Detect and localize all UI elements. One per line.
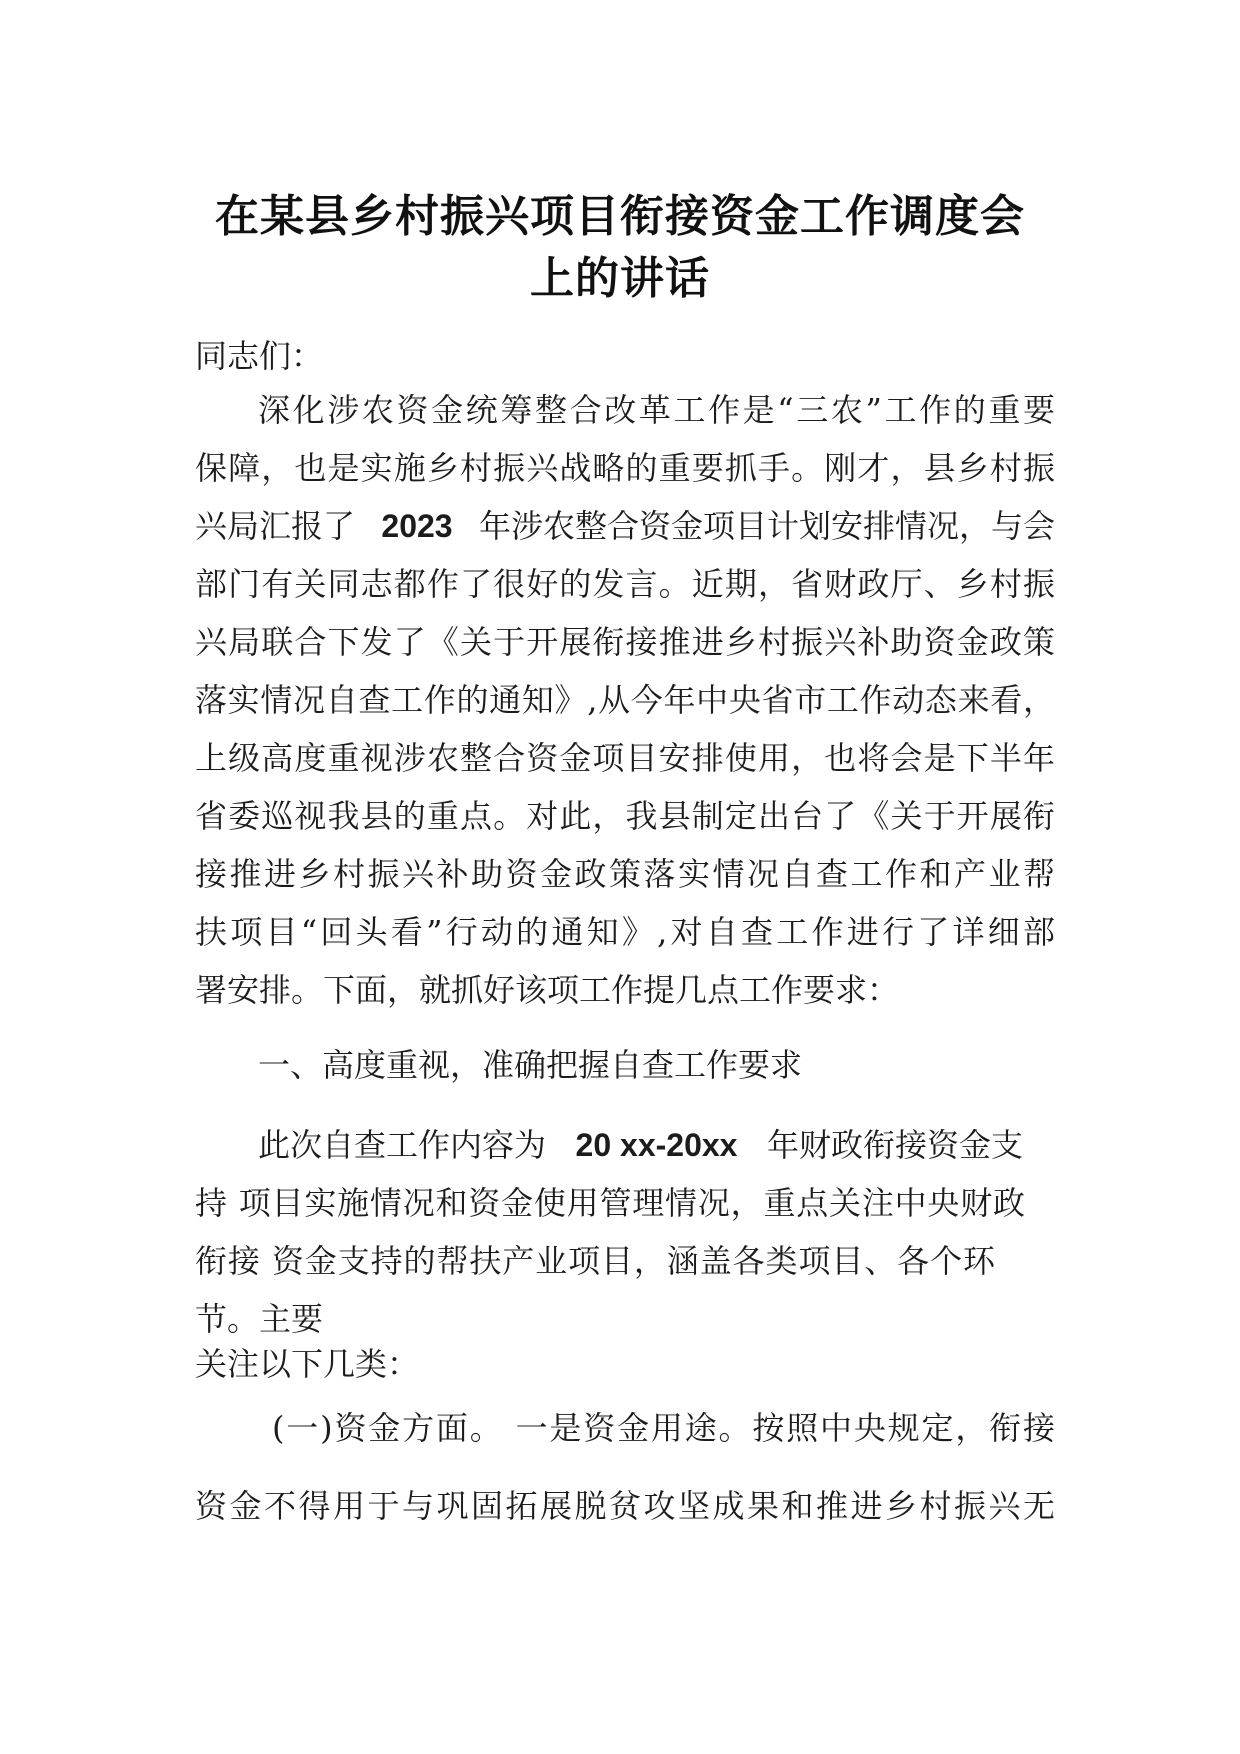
paragraph2-line5: 关注以下几类： [195, 1345, 420, 1383]
document-title-line1: 在某县乡村振兴项目衔接资金工作调度会 [215, 191, 1025, 242]
paragraph1-line3-after: 年涉农整合资金项目计划安排情况，与会 [478, 507, 1055, 545]
paragraph1-line3 [195, 506, 1055, 546]
paragraph1-line7: 上级高度重视涉农整合资金项目安排使用，也将会是下半年 [195, 739, 1055, 777]
paragraph2-line4: 节。主要 [195, 1300, 324, 1338]
paragraph1-line4: 部门有关同志都作了很好的发言。近期，省财政厅、乡村振 [195, 565, 1055, 603]
paragraph1-line3-before: 兴局汇报了 [195, 507, 356, 545]
paragraph2-line1-after: 年财政衔接资金支 [766, 1126, 1023, 1164]
salutation: 同志们： [195, 337, 324, 375]
paragraph1-line9: 接推进乡村振兴补助资金政策落实情况自查工作和产业帮 [195, 855, 1055, 893]
paragraph1-line1: 深化涉农资金统筹整合改革工作是“三农”工作的重要 [258, 391, 1055, 429]
paragraph3-line1: (一)资金方面。 一是资金用途。按照中央规定，衔接 [272, 1409, 1055, 1447]
paragraph2-line2: 持 项目实施情况和资金使用管理情况，重点关注中央财政 [195, 1184, 1025, 1222]
paragraph3-line2: 资金不得用于与巩固拓展脱贫攻坚成果和推进乡村振兴无 [195, 1487, 1055, 1525]
document-title-line2: 上的讲话 [530, 253, 710, 304]
paragraph1-line8: 省委巡视我县的重点。对此，我县制定出台了《关于开展衔 [195, 797, 1055, 835]
paragraph1-line2: 保障，也是实施乡村振兴战略的重要抓手。刚才，县乡村振 [195, 449, 1055, 487]
paragraph2-line1 [258, 1125, 1023, 1165]
paragraph1-line5: 兴局联合下发了《关于开展衔接推进乡村振兴补助资金政策 [195, 623, 1055, 661]
paragraph1-line11: 署安排。下面，就抓好该项工作提几点工作要求： [195, 971, 900, 1009]
paragraph2-line3: 衔接 资金支持的帮扶产业项目，涵盖各类项目、各个环 [195, 1242, 995, 1280]
section-heading-1: 一、高度重视，准确把握自查工作要求 [258, 1046, 803, 1084]
paragraph1-line10: 扶项目“回头看”行动的通知》,对自查工作进行了详细部 [195, 913, 1055, 951]
paragraph2-line1-before: 此次自查工作内容为 [258, 1126, 547, 1164]
paragraph2-years: 20 xx-20xx [575, 1127, 738, 1163]
paragraph1-year: 2023 [381, 508, 453, 544]
paragraph1-line6: 落实情况自查工作的通知》,从今年中央省市工作动态来看， [195, 681, 1055, 719]
